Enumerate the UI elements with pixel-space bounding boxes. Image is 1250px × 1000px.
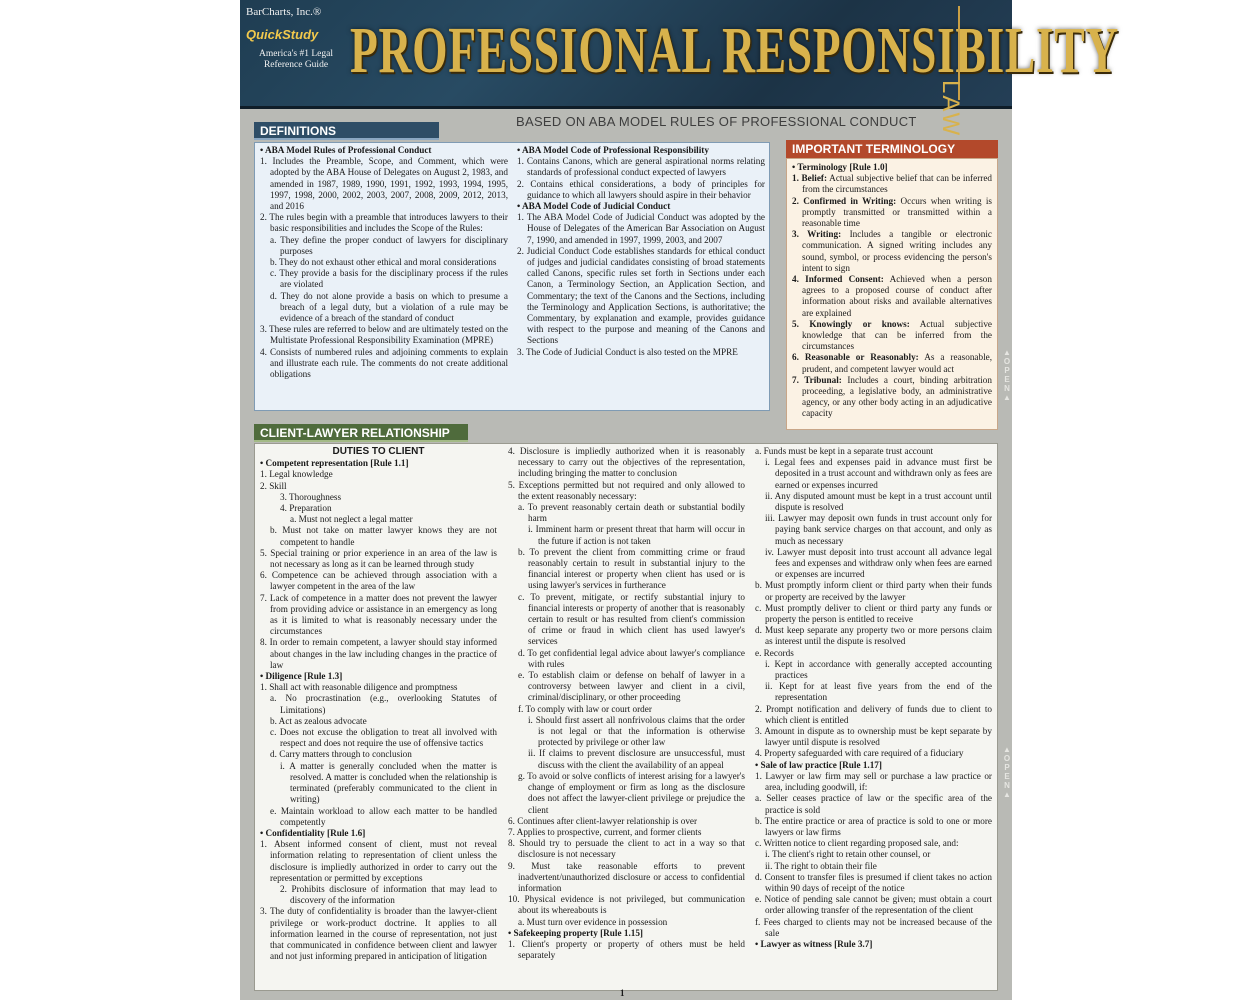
- category-label: LAW: [937, 80, 964, 138]
- terminology-item: [792, 196, 992, 230]
- list-item: b. The entire practice or area of practice is sold to one or more lawyers or law firms: [755, 815, 992, 837]
- section-subheading: • Lawyer as witness [Rule 3.7]: [755, 938, 873, 949]
- brand-block: [246, 6, 346, 71]
- list-item: g. To avoid or solve conflicts of interest arising for a lawyer's change of employment or firm as long as the disclosure does not affect the lawyer-client privilege or prejudice the client: [518, 770, 745, 815]
- open-tab-letter: N: [1004, 384, 1010, 393]
- list-item: 7. Lack of competence in a matter does not prevent the lawyer from providing advice or assistance in an emergency as long as it is limited to what is reasonably necessary under the circumstances: [260, 592, 497, 637]
- term-name: 4. Informed Consent:: [792, 274, 884, 285]
- term-definition: Actual subjective belief that can be inferred from the circumstances: [802, 173, 992, 195]
- list-item: 2. Prompt notification and delivery of funds due to client to which client is entitled: [755, 703, 992, 725]
- list-item: i. Should first assert all nonfrivolous claims that the order is not legal or that the information is otherwise protected by privilege or other law: [528, 714, 745, 748]
- client-lawyer-column-3: [755, 446, 992, 950]
- section-subheading: • ABA Model Rules of Professional Conduct: [260, 145, 432, 155]
- list-item: 2. Skill: [260, 480, 287, 491]
- list-item: b. Must not take on matter lawyer knows they are not competent to handle: [270, 525, 497, 547]
- open-tab-letter: N: [1004, 781, 1010, 790]
- definitions-heading: DEFINITIONS: [254, 122, 439, 140]
- definitions-box: [254, 142, 770, 411]
- publisher-name: BarCharts, Inc.®: [246, 6, 322, 18]
- section-subheading: • ABA Model Code of Professional Responsibility: [517, 145, 709, 155]
- definitions-column-2: [517, 145, 765, 358]
- list-item: 2. Prohibits disclosure of information that may lead to discovery of the information: [280, 883, 497, 906]
- list-item: 10. Physical evidence is not privileged, but communication about its whereabouts is: [508, 894, 745, 916]
- list-item: 8. In order to remain competent, a lawyer should stay informed about changes in the law including changes in the practice of law: [260, 637, 497, 670]
- terminology-item: [792, 375, 992, 420]
- terminology-item: [792, 319, 992, 353]
- list-item: 1. Includes the Preamble, Scope, and Comment, which were adopted by the ABA House of Delegates on August 2, 1983, and amended in 1987, 1989, 1990, 1991, 1992, 1993, 1994, 1995, 1997, 1998, 2000, 2002, 2003, 2007, 2008, 2009, 2012, 2013, and 2016: [260, 156, 508, 212]
- list-item: 1. Absent informed consent of client, must not reveal information relating to representation of client unless the disclosure is impliedly authorized in order to carry out the representation or permitted by exceptions: [260, 839, 497, 883]
- open-tab-letter: P: [1004, 763, 1010, 772]
- content-area: [240, 109, 1012, 1000]
- open-tab-letter: P: [1004, 366, 1010, 375]
- list-item: 3. The duty of confidentiality is broader than the lawyer-client privilege or work-product doctrine. It applies to all information learned in the course of representation, not just that communicated in confidence between client and lawyer and not just informing prepared in anticipation of litigation: [260, 906, 497, 962]
- section-subheading: • Sale of law practice [Rule 1.17]: [755, 759, 882, 770]
- arrow-up-icon: ▲: [1003, 393, 1011, 402]
- term-definition: Includes a court, binding arbitration proceeding, a legislative body, an administrative agency, or any other body acting in an adjudicative capacity: [802, 374, 992, 419]
- list-item: ii. If claims to prevent disclosure are unsuccessful, must discuss with the client the availability of an appeal: [528, 748, 745, 770]
- term-name: 7. Tribunal:: [792, 374, 842, 385]
- list-item: b. They do not exhaust other ethical and moral considerations: [270, 257, 497, 268]
- list-item: iv. Lawyer must deposit into trust account all advance legal fees and expenses and withdraw only when fees are earned or expenses are incurred: [765, 546, 992, 580]
- section-subheading: • ABA Model Code of Judicial Conduct: [517, 201, 671, 212]
- section-subheading: • Confidentiality [Rule 1.6]: [260, 827, 366, 838]
- list-item: ii. The right to obtain their file: [765, 860, 877, 871]
- list-item: 2. Contains ethical considerations, a body of principles for guidance to which all lawyers should aspire in their behavior: [517, 178, 765, 200]
- open-tab-marker: [1002, 348, 1012, 402]
- list-item: d. Must keep separate any property two or more persons claim as interest until the dispute is resolved: [755, 625, 992, 647]
- arrow-up-icon: ▲: [1003, 348, 1011, 357]
- arrow-up-icon: ▲: [1003, 745, 1011, 754]
- list-item: 6. Continues after client-lawyer relationship is over: [508, 815, 698, 826]
- list-item: i. Legal fees and expenses paid in advance must first be deposited in a trust account and withdrawn only as fees are earned or expenses incurred: [765, 457, 992, 490]
- term-name: 1. Belief:: [792, 173, 828, 184]
- list-item: 7. Applies to prospective, current, and former clients: [508, 826, 702, 837]
- term-definition: Achieved when a person agrees to a proposed course of conduct after information about risks and available alternatives are explained: [802, 274, 992, 318]
- list-item: 1. Legal knowledge: [260, 469, 333, 480]
- list-item: 6. Competence can be achieved through association with a lawyer competent in the area of the law: [260, 570, 497, 592]
- open-tab-letter: O: [1003, 357, 1011, 366]
- list-item: c. To prevent, mitigate, or rectify substantial injury to financial interests or property of another that is reasonably certain to result or has resulted from client's commission of crime or fraud in which client has used lawyer's services: [518, 591, 745, 647]
- list-item: 2. The rules begin with a preamble that introduces lawyers to their basic responsibilities and includes the Scope of the Rules:: [260, 212, 508, 234]
- list-item: b. To prevent the client from committing crime or fraud reasonably certain to result in substantial injury to the financial interest or property when client has used or is using lawyer's services in furtherance: [518, 546, 745, 591]
- client-lawyer-column-1: [260, 446, 497, 962]
- open-tab-letter: E: [1004, 772, 1010, 781]
- definitions-column-1: [260, 145, 508, 380]
- terminology-heading: IMPORTANT TERMINOLOGY: [786, 140, 998, 158]
- list-item: c. Written notice to client regarding proposed sale, and:: [755, 838, 959, 849]
- list-item: c. Must promptly deliver to client or third party any funds or property the person is entitled to receive: [755, 602, 992, 625]
- list-item: c. They provide a basis for the disciplinary process if the rules are violated: [270, 268, 508, 290]
- list-item: a. To prevent reasonably certain death or substantial bodily harm: [518, 502, 745, 524]
- subtitle: BASED ON ABA MODEL RULES OF PROFESSIONAL CONDUCT: [516, 114, 917, 129]
- list-item: i. Imminent harm or present threat that harm will occur in the future if action is not taken: [528, 524, 745, 546]
- list-item: 4. Consists of numbered rules and adjoining comments to explain and illustrate each rule. The comments do not create additional obligations: [260, 346, 508, 380]
- list-item: ii. Any disputed amount must be kept in a trust account until dispute is resolved: [765, 490, 992, 513]
- list-item: 4. Disclosure is impliedly authorized when it is reasonably necessary to carry out the objectives of the representation, including bringing the matter to conclusion: [508, 446, 745, 479]
- term-name: 5. Knowingly or knows:: [792, 318, 910, 329]
- list-item: f. Fees charged to clients may not be increased because of the sale: [755, 916, 992, 938]
- list-item: a. No procrastination (e.g., overlooking Statutes of Limitations): [270, 693, 497, 715]
- client-lawyer-column-2: [508, 446, 745, 961]
- list-item: ii. Kept for at least five years from the end of the representation: [765, 681, 992, 703]
- list-item: d. Consent to transfer files is presumed if client takes no action within 90 days of receipt of the notice: [755, 871, 992, 893]
- client-lawyer-heading: CLIENT-LAWYER RELATIONSHIP: [254, 424, 468, 442]
- list-item: d. They do not alone provide a basis on which to presume a breach of a legal duty, but a violation of a rule may be evidence of a breach of the standard of conduct: [270, 290, 508, 324]
- list-item: 9. Must take reasonable efforts to prevent inadvertent/unauthorized disclosure or access to confidential information: [508, 860, 745, 893]
- list-item: 3. The Code of Judicial Conduct is also tested on the MPRE: [517, 346, 738, 357]
- list-item: 4. Property safeguarded with care required of a fiduciary: [755, 748, 964, 759]
- list-item: i. Kept in accordance with generally accepted accounting practices: [765, 658, 992, 681]
- list-item: 3. Thoroughness: [280, 491, 342, 502]
- tagline: America's #1 Legal Reference Guide: [259, 49, 333, 70]
- term-definition: Includes a tangible or electronic communication. A signed writing includes any sound, symbol, or process evidencing the person's intent to sign: [802, 229, 992, 273]
- section-subheading: • Safekeeping property [Rule 1.15]: [508, 927, 643, 938]
- client-lawyer-box: [254, 443, 998, 991]
- terminology-intro: • Terminology [Rule 1.0]: [792, 162, 888, 172]
- list-item: a. Must not neglect a legal matter: [290, 514, 413, 525]
- list-item: e. To establish claim or defense on behalf of lawyer in a controversy between lawyer and client in a civil, criminal/disciplinary, or other proceeding: [518, 670, 745, 703]
- terminology-item: [792, 229, 992, 274]
- list-item: 4. Preparation: [280, 503, 332, 514]
- section-subheading: • Diligence [Rule 1.3]: [260, 671, 343, 682]
- section-subheading: • Competent representation [Rule 1.1]: [260, 458, 409, 469]
- arrow-up-icon: ▲: [1003, 790, 1011, 799]
- term-definition: Actual subjective knowledge that can be inferred from the circumstances: [802, 318, 992, 352]
- open-tab-marker: [1002, 745, 1012, 799]
- list-item: 1. Contains Canons, which are general aspirational norms relating standards of professional conduct expected of lawyers: [517, 156, 765, 178]
- list-item: f. To comply with law or court order: [518, 703, 652, 714]
- list-item: c. Does not excuse the obligation to treat all involved with respect and does not require the use of offensive tactics: [270, 727, 497, 749]
- terminology-item: [792, 352, 992, 374]
- list-item: d. Carry matters through to conclusion: [270, 749, 412, 760]
- list-item: 1. Lawyer or law firm may sell or purchase a law practice or area, including goodwill, if:: [755, 770, 992, 793]
- list-item: iii. Lawyer may deposit own funds in trust account only for paying bank service charges on that account, and only as much as necessary: [765, 513, 992, 546]
- reference-sheet: [240, 0, 1120, 1000]
- list-item: 3. These rules are referred to below and are ultimately tested on the Multistate Professional Responsibility Examination (MPRE): [260, 324, 508, 346]
- term-name: 6. Reasonable or Reasonably:: [792, 352, 919, 363]
- list-item: 2. Judicial Conduct Code establishes standards for ethical conduct of judges and judicial candidates consisting of broad statements called Canons, specific rules set forth in Sections under each Canon, a Terminology Section, an Application Section, and Commentary; the text of the Canons and the Sections, including the Terminology and Application Sections, is authoritative; the Commentary, by explanation and example, provides guidance with respect to the purpose and meaning of the Canons and Sections: [517, 245, 765, 346]
- category-label-box: [937, 6, 1008, 138]
- list-item: i. A matter is generally concluded when the matter is resolved. A matter is concluded when the relationship is terminated (preferably communicated to the client in writing): [280, 760, 497, 805]
- list-item: 1. The ABA Model Code of Judicial Conduct was adopted by the House of Delegates of the American Bar Association on August 7, 1990, and amended in 1997, 1999, 2003, and 2007: [517, 212, 765, 245]
- list-item: 5. Special training or prior experience in an area of the law is not necessary as long as it can be learned through study: [260, 547, 497, 570]
- list-item: 8. Should try to persuade the client to act in a way so that disclosure is not necessary: [508, 838, 745, 860]
- series-logo: QuickStudy: [246, 27, 319, 42]
- list-item: 3. Amount in dispute as to ownership must be kept separate by lawyer until dispute is resolved: [755, 726, 992, 748]
- list-item: b. Act as zealous advocate: [270, 715, 367, 726]
- terminology-item: [792, 173, 992, 195]
- list-item: a. Funds must be kept in a separate trust account: [755, 446, 934, 456]
- list-item: 1. Client's property or property of others must be held separately: [508, 938, 745, 961]
- term-definition: Occurs when writing is promptly transmitted or transmitted within a reasonable time: [802, 195, 992, 229]
- terminology-item: [792, 274, 992, 319]
- open-tab-letter: E: [1004, 375, 1010, 384]
- list-item: d. To get confidential legal advice about lawyer's compliance with rules: [518, 647, 745, 669]
- list-item: 5. Exceptions permitted but not required and only allowed to the extent reasonably necessary:: [508, 479, 745, 501]
- terminology-box: [786, 158, 998, 430]
- page-number: 1: [620, 988, 625, 998]
- list-item: i. The client's right to retain other counsel, or: [765, 849, 931, 860]
- list-item: a. Seller ceases practice of law or the specific area of the practice is sold: [755, 793, 992, 815]
- list-item: e. Records: [755, 647, 794, 658]
- list-item: a. They define the proper conduct of lawyers for disciplinary purposes: [270, 234, 508, 256]
- term-definition: As a reasonable, prudent, and competent lawyer would act: [802, 352, 993, 374]
- list-item: e. Maintain workload to allow each matter to be handled competently: [270, 805, 497, 827]
- page-title: PROFESSIONAL RESPONSIBILITY: [350, 14, 1120, 87]
- list-item: b. Must promptly inform client or third party when their funds or property are received by the lawyer: [755, 580, 992, 602]
- list-item: 1. Shall act with reasonable diligence and promptness: [260, 682, 458, 693]
- terminology-list: [792, 162, 992, 420]
- list-item: a. Must turn over evidence in possession: [518, 916, 668, 927]
- list-item: e. Notice of pending sale cannot be given; must obtain a court order allowing transfer of the representation of the client: [755, 894, 992, 916]
- open-tab-letter: O: [1003, 754, 1011, 763]
- duties-title: DUTIES TO CLIENT: [332, 446, 425, 457]
- term-name: 3. Writing:: [792, 229, 842, 240]
- term-name: 2. Confirmed in Writing:: [792, 195, 897, 206]
